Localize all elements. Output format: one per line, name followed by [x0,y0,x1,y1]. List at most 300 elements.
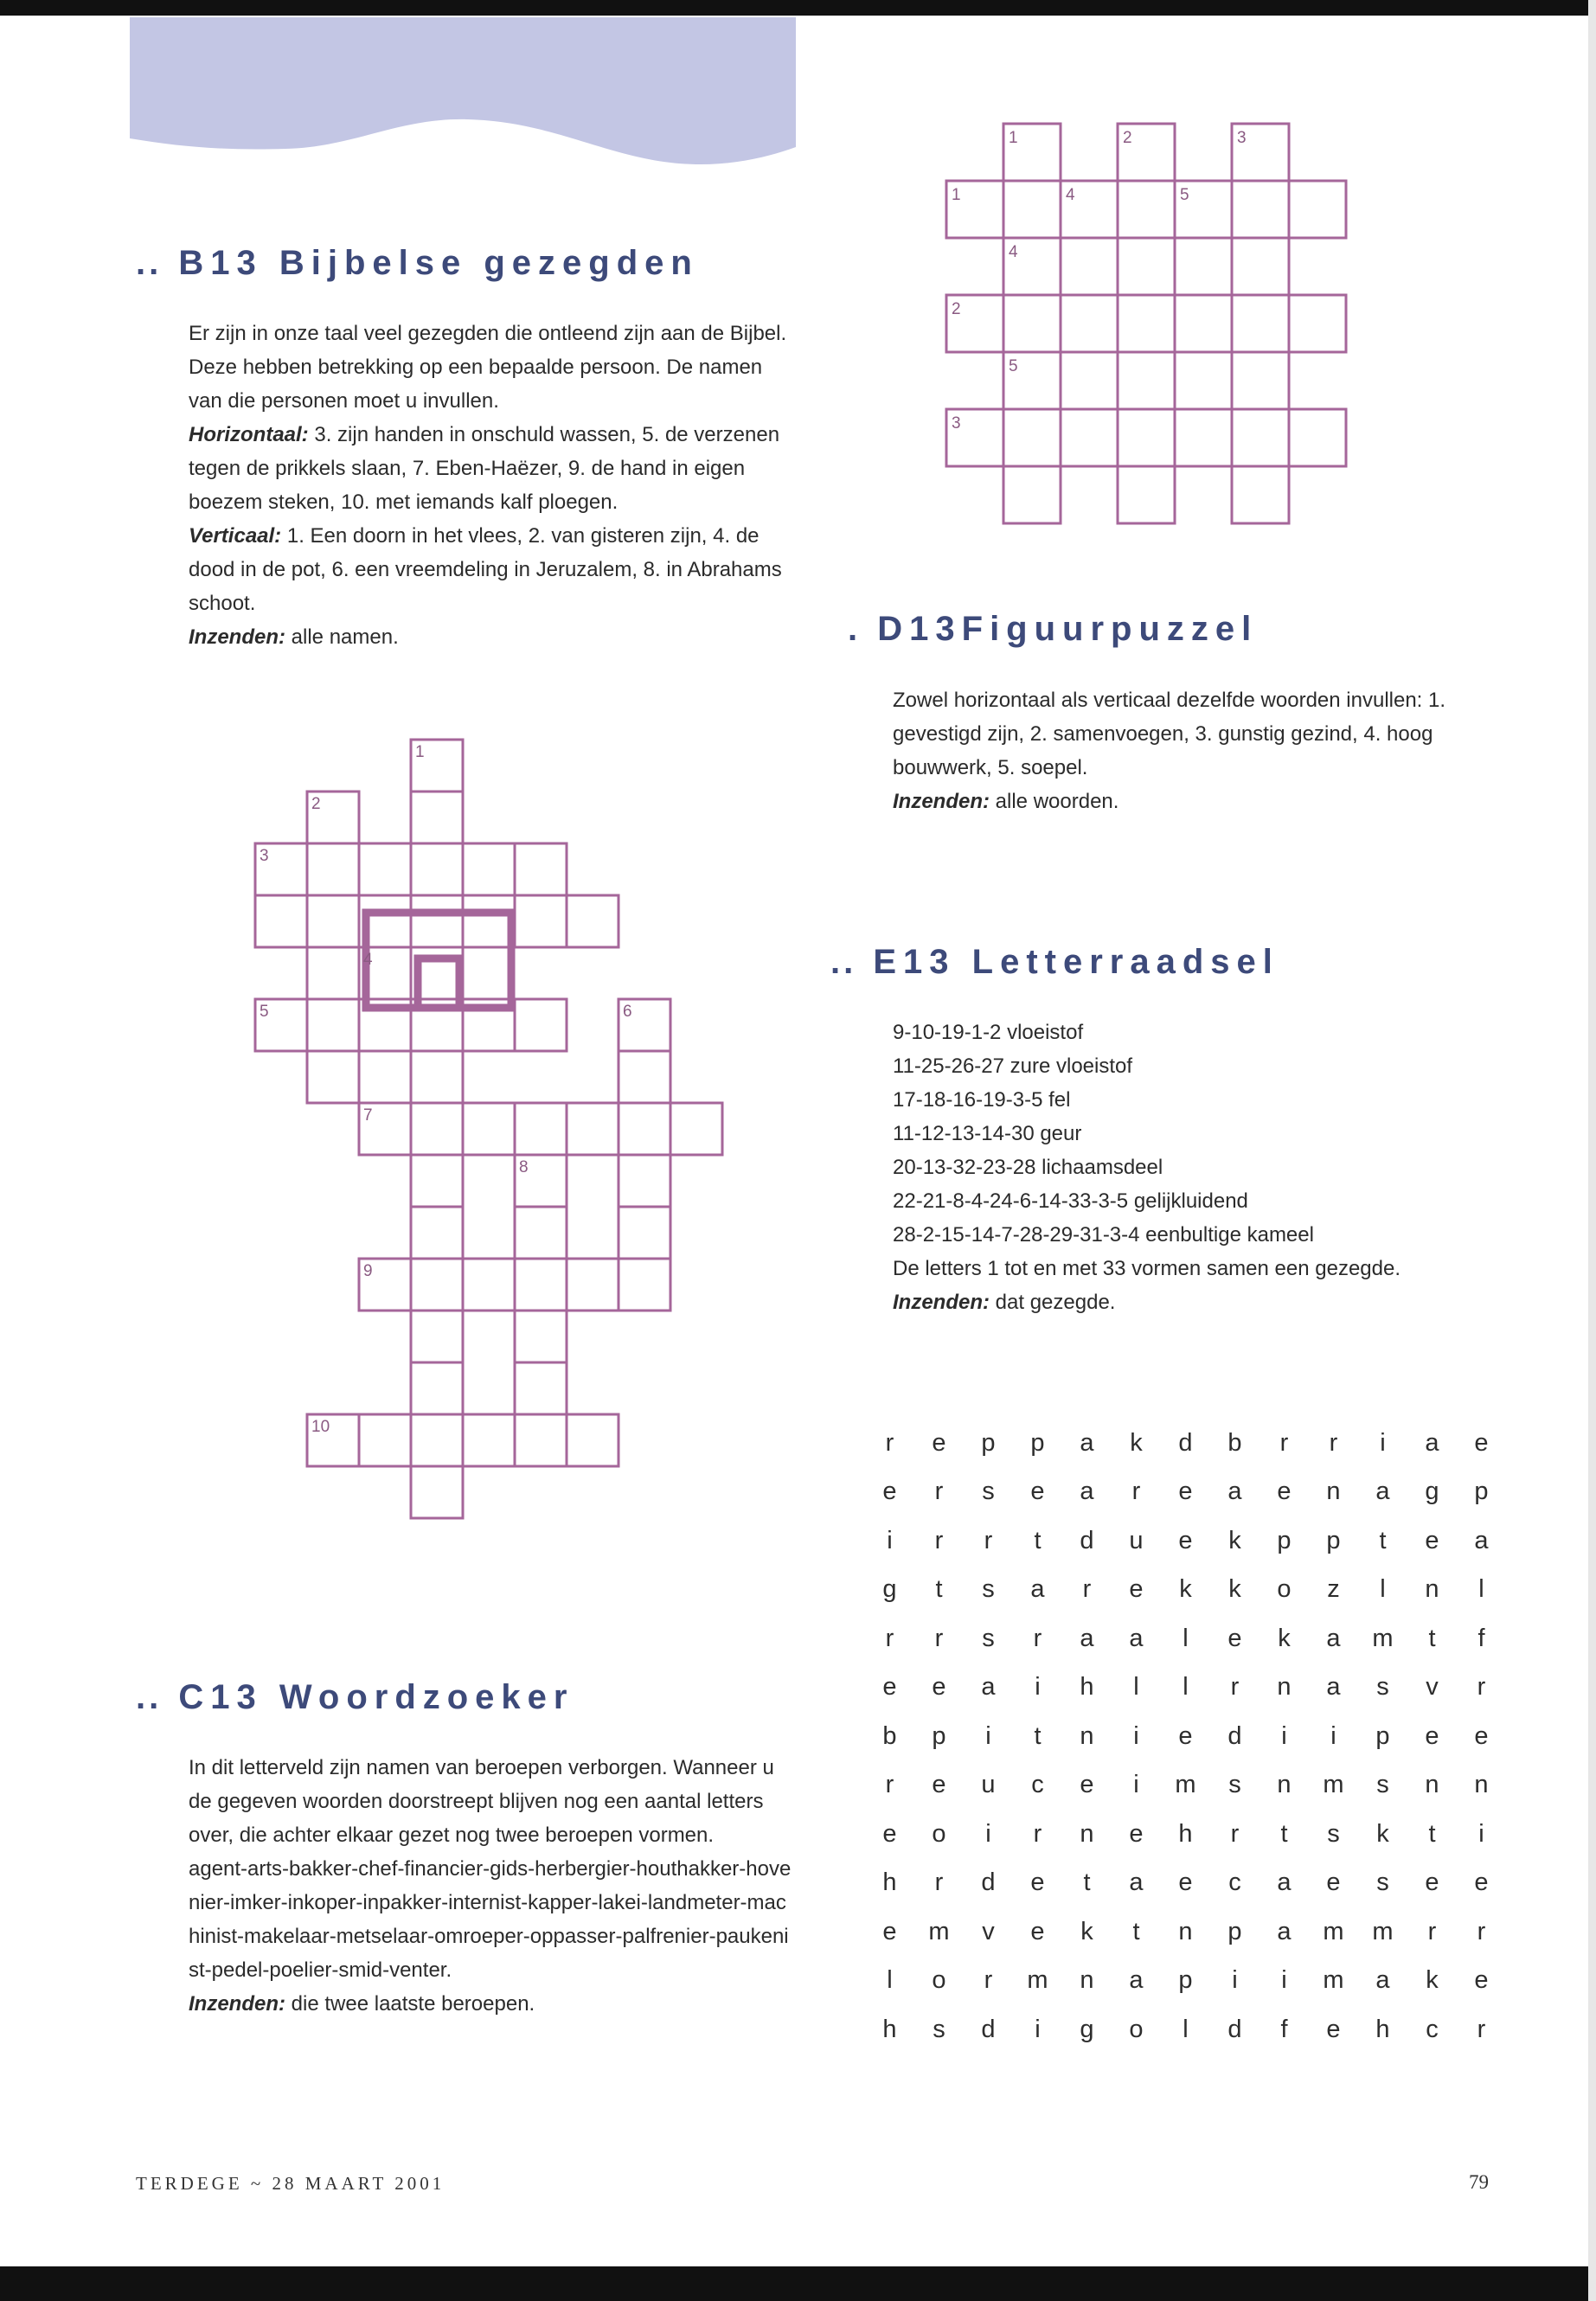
b13-grid-number: 2 [311,795,321,813]
ws-letter: v [1426,1673,1439,1702]
b13-grid-cell [307,895,359,947]
d13-grid-number: 2 [952,300,961,318]
b13-grid-number: 7 [363,1106,373,1125]
b13-grid-number: 1 [415,743,425,761]
d13-grid-cell [1061,295,1118,352]
ws-letter: e [1474,1868,1489,1897]
ws-letter: s [1327,1819,1340,1848]
ws-letter: o [1277,1575,1292,1604]
e13-title: .. E13 Letterraadsel [830,943,1279,981]
e13-clue: 20-13-32-23-28 lichaamsdeel [893,1156,1163,1179]
c13-inzenden: Inzenden: die twee laatste beroepen. [189,1992,535,2016]
ws-letter: r [1033,1819,1042,1848]
e13-clue: 9-10-19-1-2 vloeistof [893,1021,1084,1044]
ws-letter: n [1326,1477,1341,1506]
d13-grid-cell [1175,352,1232,409]
ws-letter: a [1326,1624,1341,1652]
ws-letter: e [1277,1477,1292,1506]
ws-letter: m [1372,1624,1394,1652]
b13-grid-cell [411,1414,463,1466]
d13-grid-cell [1061,238,1118,295]
d13-grid-cell [1118,295,1175,352]
d13-grid-cell [1289,295,1346,352]
ws-letter: p [981,1428,996,1457]
ws-letter: p [1030,1428,1045,1457]
b13-grid-cell [359,1414,411,1466]
d13-inzenden: Inzenden: alle woorden. [893,790,1119,813]
d13-grid-cell [1118,466,1175,523]
d13-grid-cell [1232,181,1289,238]
b13-grid-cell [255,895,307,947]
ws-letter: f [1477,1624,1485,1652]
ws-letter: r [885,1624,894,1652]
ws-letter: c [1031,1771,1044,1799]
e13-clue: 28-2-15-14-7-28-29-31-3-4 eenbultige kameel [893,1223,1314,1247]
e13-clue: 11-25-26-27 zure vloeistof [893,1054,1133,1078]
ws-letter: k [1228,1575,1241,1604]
ws-letter: g [882,1575,897,1604]
e13-clue: 11-12-13-14-30 geur [893,1122,1082,1145]
d13-grid-cell [1003,466,1061,523]
ws-letter: i [1133,1771,1139,1799]
ws-letter: e [1080,1771,1094,1799]
b13-grid-cell [515,999,567,1051]
ws-letter: r [984,1966,993,1995]
d13-grid-cell [1232,409,1289,466]
ws-letter: r [1033,1624,1042,1652]
d13-grid-number: 2 [1123,129,1132,147]
b13-grid-cell [619,1207,670,1259]
ws-letter: n [1080,1721,1094,1750]
d13-grid-cell [1003,409,1061,466]
d13-grid-cell [1118,352,1175,409]
ws-letter: v [982,1917,995,1945]
d13-grid-cell [1118,238,1175,295]
ws-row [865,1907,1522,1957]
ws-letter: s [1228,1771,1241,1799]
ws-letter: i [1133,1721,1139,1750]
ws-row [865,1859,1522,1908]
ws-letter: a [1030,1575,1045,1604]
ws-letter: u [1129,1526,1144,1554]
ws-letter: t [1034,1721,1042,1750]
ws-letter: i [1035,1673,1041,1702]
b13-grid-cell [411,843,463,895]
d13-grid-cell [1175,238,1232,295]
ws-letter: i [1232,1966,1238,1995]
ws-row [865,2005,1522,2054]
d13-grid-cell [1289,181,1346,238]
ws-row [865,1957,1522,2006]
ws-letter: t [1428,1819,1436,1848]
ws-letter: k [1376,1819,1389,1848]
ws-letter: b [1227,1428,1242,1457]
ws-letter: k [1179,1575,1192,1604]
ws-letter: m [1323,1966,1344,1995]
ws-letter: e [1425,1721,1439,1750]
b13-grid-cell [411,1103,463,1155]
d13-grid-cell [1232,352,1289,409]
b13-grid-cell [307,947,359,999]
ws-letter: k [1130,1428,1143,1457]
b13-grid-number: 4 [363,951,373,969]
b13-grid-cell [567,1414,619,1466]
ws-letter: r [1477,1673,1486,1702]
e13-clue: 17-18-16-19-3-5 fel [893,1088,1071,1112]
b13-grid-cell [567,1103,619,1155]
ws-letter: s [1376,1868,1389,1897]
ws-letter: c [1228,1868,1241,1897]
b13-grid-cell [359,843,411,895]
ws-letter: p [1227,1917,1242,1945]
ws-letter: e [1326,1868,1341,1897]
ws-letter: a [1129,1966,1144,1995]
ws-letter: i [985,1819,991,1848]
ws-letter: m [1027,1966,1048,1995]
e13-clue: 22-21-8-4-24-6-14-33-3-5 gelijkluidend [893,1189,1248,1213]
b13-grid-cell [411,1311,463,1362]
ws-letter: k [1228,1526,1241,1554]
ws-letter: n [1080,1819,1094,1848]
b13-horizontaal: Horizontaal: 3. zijn handen in onschuld wassen, 5. de verzenen tegen de prikkels slaan, 7. Eben-Haëzer, 9. de hand in eigen boezem steken, 10. met iemands kalf ploegen. [189,423,780,514]
b13-grid-cell [567,1259,619,1311]
ws-letter: i [1281,1966,1287,1995]
ws-letter: l [1133,1673,1139,1702]
ws-letter: n [1425,1575,1439,1604]
ws-row [865,1761,1522,1811]
ws-letter: a [1277,1868,1292,1897]
ws-letter: n [1277,1673,1292,1702]
b13-grid-cell [567,895,619,947]
ws-letter: t [1034,1526,1042,1554]
ws-letter: r [885,1428,894,1457]
ws-letter: a [1080,1428,1094,1457]
ws-letter: r [934,1526,944,1554]
ws-letter: a [1080,1624,1094,1652]
b13-grid-cell [411,1362,463,1414]
ws-row [865,1614,1522,1663]
b13-grid-cell [619,1051,670,1103]
ws-letter: s [933,2015,945,2043]
b13-grid-number: 9 [363,1262,373,1280]
ws-letter: m [1323,1771,1344,1799]
d13-grid-cell [1232,295,1289,352]
ws-letter: a [981,1673,996,1702]
ws-letter: r [1131,1477,1141,1506]
ws-letter: i [1281,1721,1287,1750]
ws-letter: e [882,1917,897,1945]
ws-letter: m [1372,1917,1394,1945]
ws-letter: e [1129,1819,1144,1848]
ws-letter: a [1080,1477,1094,1506]
ws-letter: m [1323,1917,1344,1945]
ws-letter: z [1327,1575,1340,1604]
d13-title: . D13Figuurpuzzel [848,610,1259,648]
d13-grid-number: 1 [952,186,961,204]
d13-grid-cell [1061,352,1118,409]
b13-grid-cell [307,843,359,895]
b13-title: .. B13 Bijbelse gezegden [136,244,699,282]
e13-body [893,1016,1516,1319]
ws-letter: m [1175,1771,1196,1799]
ws-letter: t [1083,1868,1091,1897]
ws-letter: b [882,1721,897,1750]
ws-letter: a [1375,1966,1390,1995]
b13-grid-cell [463,843,515,895]
ws-letter: h [882,2015,897,2043]
d13-grid-number: 3 [952,414,961,433]
b13-verticaal: Verticaal: 1. Een doorn in het vlees, 2. van gisteren zijn, 4. de dood in de pot, 6. een vreemdeling in Jeruzalem, 8. in Abrahams schoot. [189,524,782,615]
ws-letter: a [1129,1868,1144,1897]
ws-letter: t [935,1575,943,1604]
ws-letter: l [1183,1673,1189,1702]
ws-letter: t [1280,1819,1288,1848]
ws-letter: a [1326,1673,1341,1702]
ws-letter: e [882,1477,897,1506]
ws-letter: i [1330,1721,1336,1750]
ws-letter: p [1178,1966,1193,1995]
d13-intro: Zowel horizontaal als verticaal dezelfde woorden invullen: 1. gevestigd zijn, 2. samenvoegen, 3. gunstig gezind, 4. hoog bouwwerk, 5. soepel. [893,689,1446,779]
b13-intro: Er zijn in onze taal veel gezegden die ontleend zijn aan de Bijbel. Deze hebben betrekking op een bepaalde persoon. De namen van die personen moet u invullen. [189,322,787,413]
b13-grid-cell [463,1414,515,1466]
ws-letter: s [1376,1673,1389,1702]
b13-grid-cell [411,1466,463,1518]
ws-letter: e [1178,1868,1193,1897]
b13-grid-cell [463,1259,515,1311]
ws-letter: p [1326,1526,1341,1554]
e13-inzenden: Inzenden: dat gezegde. [893,1291,1116,1314]
c13-body [189,1751,794,2021]
ws-letter: a [1474,1526,1489,1554]
b13-grid-cell [411,1259,463,1311]
b13-grid-cell [619,1155,670,1207]
ws-letter: m [928,1917,950,1945]
footer-page-number: 79 [1469,2171,1489,2193]
c13-words: agent-arts-bakker-chef-financier-gids-herbergier-houthakker-hovenier-imker-inkoper-inpakker-internist-kapper-lakei-landmeter-machinist-makelaar-metselaar-omroeper-oppasser-palfrenier-paukenist-pedel-poelier-smid-venter. [189,1857,792,1982]
c13-title: .. C13 Woordzoeker [136,1678,574,1716]
ws-letter: i [887,1526,893,1554]
d13-grid-cell [1175,295,1232,352]
ws-letter: d [1178,1428,1193,1457]
ws-letter: h [882,1868,897,1897]
d13-grid-cell [1118,181,1175,238]
e13-clue-summary: De letters 1 tot en met 33 vormen samen een gezegde. [893,1257,1401,1280]
scan-border-right [1588,0,1596,2301]
ws-letter: i [1380,1428,1386,1457]
scan-border-top [0,0,1596,16]
b13-grid-cell [411,1051,463,1103]
ws-letter: t [1132,1917,1140,1945]
ws-row [865,1810,1522,1859]
ws-letter: o [932,1819,946,1848]
ws-letter: e [1474,1721,1489,1750]
ws-letter: e [932,1771,946,1799]
ws-letter: h [1178,1819,1193,1848]
d13-grid-cell [1003,181,1061,238]
d13-grid-number: 5 [1180,186,1189,204]
d13-grid-cell [1232,238,1289,295]
ws-letter: r [885,1771,894,1799]
ws-letter: e [1030,1477,1045,1506]
b13-grid-cell [515,895,567,947]
ws-letter: u [981,1771,996,1799]
b13-grid-number: 3 [260,847,269,865]
ws-letter: l [1478,1575,1484,1604]
ws-row [865,1419,1522,1468]
b13-grid-cell [619,1103,670,1155]
ws-letter: a [1129,1624,1144,1652]
d13-grid-cell [1232,466,1289,523]
ws-letter: d [1227,1721,1242,1750]
ws-letter: e [1129,1575,1144,1604]
ws-letter: l [1183,1624,1189,1652]
ws-letter: l [1380,1575,1386,1604]
ws-letter: l [1183,2015,1189,2043]
ws-letter: n [1425,1771,1439,1799]
b13-grid-cell [411,1155,463,1207]
b13-grid-cell [307,1051,359,1103]
ws-letter: p [1375,1721,1390,1750]
b13-grid-cell [515,1311,567,1362]
b13-grid-cell [463,895,515,947]
ws-letter: k [1278,1624,1291,1652]
ws-letter: r [1477,1917,1486,1945]
b13-grid-cell [307,999,359,1051]
ws-row [865,1663,1522,1713]
ws-letter: e [1178,1477,1193,1506]
ws-letter: n [1474,1771,1489,1799]
ws-letter: a [1227,1477,1242,1506]
ws-letter: e [1425,1526,1439,1554]
d13-grid-number: 4 [1009,243,1018,261]
ws-letter: c [1426,2015,1439,2043]
b13-grid-cell [670,1103,722,1155]
ws-letter: o [1129,2015,1144,2043]
b13-grid-number: 5 [260,1003,269,1021]
ws-row [865,1468,1522,1517]
ws-letter: n [1277,1771,1292,1799]
ws-letter: r [1082,1575,1092,1604]
b13-inzenden: Inzenden: alle namen. [189,625,399,649]
ws-row [865,1712,1522,1761]
ws-letter: d [1080,1526,1094,1554]
ws-letter: k [1426,1966,1439,1995]
ws-letter: e [932,1673,946,1702]
ws-letter: d [981,2015,996,2043]
ws-letter: r [1427,1917,1437,1945]
c13-word-search-grid [865,1419,1522,2054]
b13-grid-cell [515,1414,567,1466]
ws-letter: e [1030,1868,1045,1897]
ws-letter: r [934,1624,944,1652]
ws-letter: e [1227,1624,1242,1652]
ws-letter: s [982,1575,995,1604]
ws-row [865,1516,1522,1566]
d13-grid-number: 4 [1066,186,1075,204]
b13-grid-cell [619,1259,670,1311]
ws-letter: e [1425,1868,1439,1897]
d13-figure-puzzle-grid [943,117,1375,541]
ws-letter: e [1030,1917,1045,1945]
ws-letter: r [1477,2015,1486,2043]
b13-grid-number: 8 [519,1158,529,1176]
ws-letter: e [1178,1526,1193,1554]
b13-body [189,317,794,654]
ws-letter: e [1178,1721,1193,1750]
b13-grid-cell [411,895,463,947]
c13-intro: In dit letterveld zijn namen van beroepen verborgen. Wanneer u de gegeven woorden doorstreept blijven nog een aantal letters over, die achter elkaar gezet nog twee beroepen vormen. [189,1756,774,1847]
b13-grid-cell [515,1103,567,1155]
d13-grid-cell [1118,409,1175,466]
ws-letter: s [982,1624,995,1652]
ws-letter: a [1375,1477,1390,1506]
ws-letter: e [882,1819,897,1848]
ws-letter: i [985,1721,991,1750]
ws-letter: a [1277,1917,1292,1945]
b13-grid-cell [463,1103,515,1155]
d13-grid-number: 1 [1009,129,1018,147]
d13-grid-cell [1003,295,1061,352]
ws-letter: p [1277,1526,1292,1554]
b13-grid-cell [515,1362,567,1414]
ws-letter: t [1428,1624,1436,1652]
b13-grid-cell [411,792,463,843]
b13-grid-number: 6 [623,1003,632,1021]
ws-letter: r [984,1526,993,1554]
ws-letter: r [1230,1673,1240,1702]
footer-publication: TERDEGE ~ 28 MAART 2001 [136,2173,445,2194]
ws-letter: i [1035,2015,1041,2043]
b13-crossword-grid [251,735,735,1600]
ws-letter: k [1080,1917,1093,1945]
ws-letter: e [1474,1966,1489,1995]
d13-body [893,683,1503,818]
ws-letter: g [1080,2015,1094,2043]
d13-grid-number: 5 [1009,357,1018,375]
ws-letter: p [1474,1477,1489,1506]
ws-letter: o [932,1966,946,1995]
ws-row [865,1566,1522,1615]
ws-letter: p [932,1721,946,1750]
ws-letter: r [934,1868,944,1897]
decorative-wave-banner [130,17,796,169]
ws-letter: a [1425,1428,1439,1457]
b13-grid-cell [359,1051,411,1103]
ws-letter: n [1080,1966,1094,1995]
d13-grid-cell [1175,409,1232,466]
ws-letter: s [982,1477,995,1506]
ws-letter: l [887,1966,893,1995]
ws-letter: i [1478,1819,1484,1848]
ws-letter: e [932,1428,946,1457]
b13-grid-cell [515,1259,567,1311]
d13-grid-cell [1289,409,1346,466]
b13-grid-number: 10 [311,1418,330,1436]
ws-letter: e [882,1673,897,1702]
ws-letter: e [1326,2015,1341,2043]
ws-letter: r [1279,1428,1289,1457]
b13-grid-cell [515,1207,567,1259]
ws-letter: d [1227,2015,1242,2043]
ws-letter: s [1376,1771,1389,1799]
ws-letter: n [1178,1917,1193,1945]
ws-letter: f [1280,2015,1288,2043]
ws-letter: r [1230,1819,1240,1848]
b13-grid-cell [515,843,567,895]
ws-letter: h [1080,1673,1094,1702]
ws-letter: d [981,1868,996,1897]
ws-letter: h [1375,2015,1390,2043]
